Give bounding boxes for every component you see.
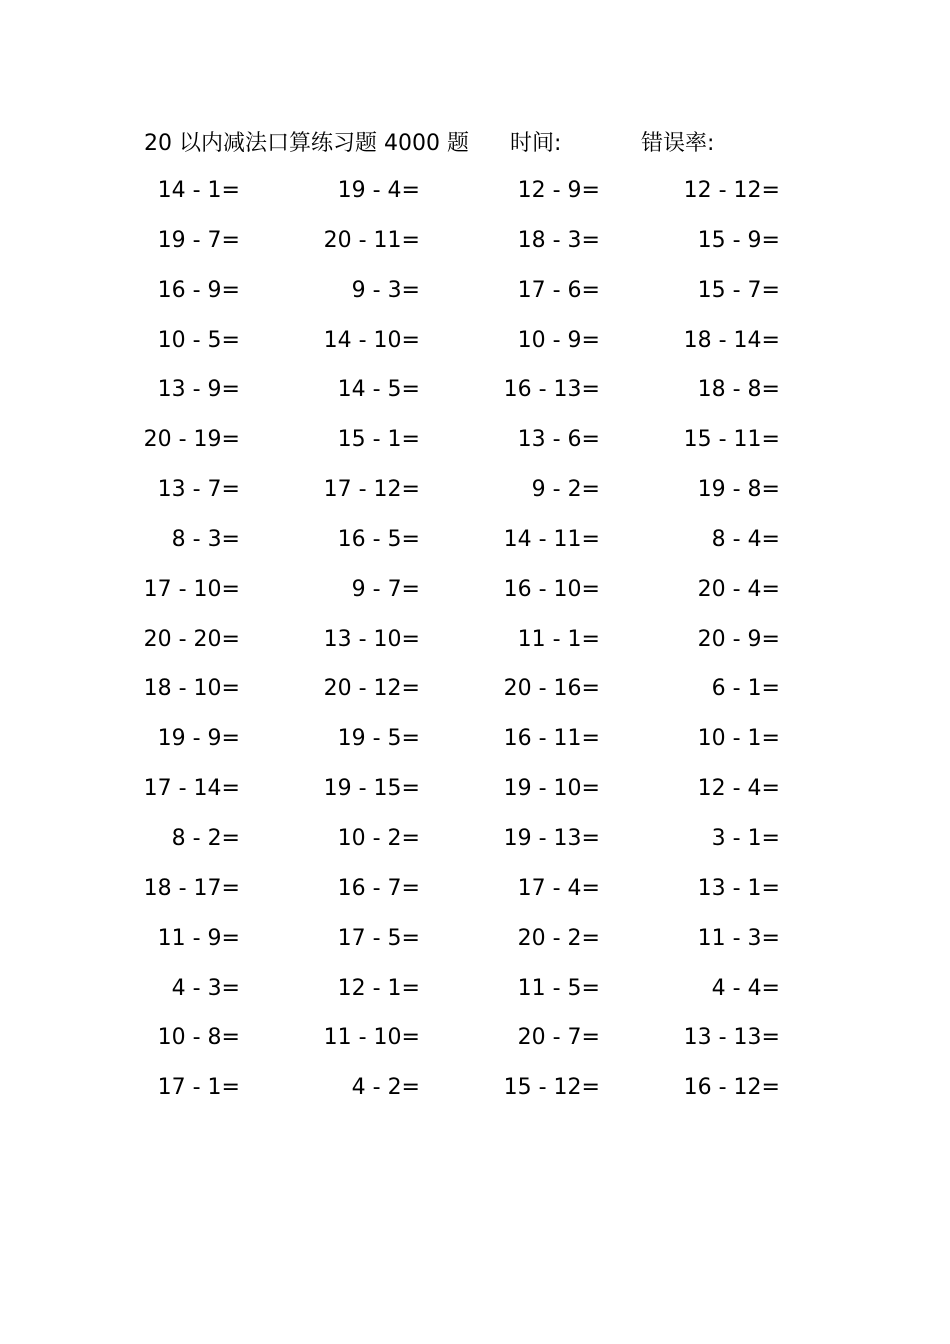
subtraction-problem: 13 - 13= — [683, 1025, 780, 1051]
problem-row — [0, 1021, 950, 1071]
subtraction-problem: 20 - 7= — [517, 1025, 600, 1051]
subtraction-problem: 17 - 4= — [517, 875, 600, 901]
subtraction-problem: 11 - 9= — [157, 925, 240, 951]
subtraction-problem: 20 - 16= — [503, 676, 600, 702]
subtraction-problem: 15 - 12= — [503, 1075, 600, 1101]
subtraction-problem: 17 - 12= — [323, 477, 420, 503]
subtraction-problem: 4 - 3= — [171, 975, 240, 1001]
subtraction-problem: 19 - 8= — [697, 477, 780, 503]
subtraction-problem: 13 - 10= — [323, 626, 420, 652]
subtraction-problem: 20 - 2= — [517, 925, 600, 951]
subtraction-problem: 20 - 4= — [697, 576, 780, 602]
subtraction-problem: 17 - 1= — [157, 1075, 240, 1101]
subtraction-problem: 13 - 7= — [157, 477, 240, 503]
subtraction-problem: 17 - 14= — [143, 776, 240, 802]
subtraction-problem: 12 - 12= — [683, 178, 780, 203]
subtraction-problem: 11 - 1= — [517, 626, 600, 652]
subtraction-problem: 11 - 3= — [697, 925, 780, 951]
subtraction-problem: 16 - 10= — [503, 576, 600, 602]
problem-row — [0, 922, 950, 972]
subtraction-problem: 10 - 5= — [157, 327, 240, 353]
subtraction-problem: 13 - 9= — [157, 377, 240, 403]
subtraction-problem: 16 - 13= — [503, 377, 600, 403]
problem-row — [0, 623, 950, 673]
subtraction-problem: 14 - 10= — [323, 327, 420, 353]
subtraction-problem: 14 - 1= — [157, 178, 240, 203]
subtraction-problem: 4 - 4= — [711, 975, 780, 1001]
problem-row — [0, 872, 950, 922]
problem-row — [0, 1071, 950, 1121]
problem-row — [0, 423, 950, 473]
error-rate-label: 错误率: — [641, 131, 715, 156]
subtraction-problem: 18 - 14= — [683, 327, 780, 353]
subtraction-problem: 16 - 7= — [337, 875, 420, 901]
problem-row — [0, 274, 950, 324]
subtraction-problem: 8 - 4= — [711, 526, 780, 552]
subtraction-problem: 16 - 9= — [157, 277, 240, 303]
subtraction-problem: 10 - 1= — [697, 726, 780, 752]
problem-row — [0, 822, 950, 872]
problem-row — [0, 373, 950, 423]
subtraction-problem: 18 - 8= — [697, 377, 780, 403]
subtraction-problem: 15 - 9= — [697, 227, 780, 253]
problem-row — [0, 473, 950, 523]
subtraction-problem: 9 - 3= — [351, 277, 420, 303]
subtraction-problem: 16 - 11= — [503, 726, 600, 752]
problem-row — [0, 523, 950, 573]
problem-row — [0, 224, 950, 274]
subtraction-problem: 16 - 12= — [683, 1075, 780, 1101]
worksheet-title: 20 以内减法口算练习题 4000 题 — [144, 131, 469, 156]
subtraction-problem: 10 - 8= — [157, 1025, 240, 1051]
subtraction-problem: 12 - 4= — [697, 776, 780, 802]
subtraction-problem: 18 - 3= — [517, 227, 600, 253]
subtraction-problem: 12 - 9= — [517, 178, 600, 203]
subtraction-problem: 11 - 10= — [323, 1025, 420, 1051]
subtraction-problem: 20 - 20= — [143, 626, 240, 652]
subtraction-problem: 19 - 4= — [337, 178, 420, 203]
subtraction-problem: 18 - 17= — [143, 875, 240, 901]
subtraction-problem: 20 - 9= — [697, 626, 780, 652]
subtraction-problem: 19 - 13= — [503, 825, 600, 851]
subtraction-problem: 8 - 3= — [171, 526, 240, 552]
problem-row — [0, 672, 950, 722]
subtraction-problem: 20 - 11= — [323, 227, 420, 253]
subtraction-problem: 14 - 5= — [337, 377, 420, 403]
subtraction-problem: 19 - 7= — [157, 227, 240, 253]
subtraction-problem: 17 - 6= — [517, 277, 600, 303]
subtraction-problem: 12 - 1= — [337, 975, 420, 1001]
subtraction-problem: 10 - 2= — [337, 825, 420, 851]
subtraction-problem: 17 - 10= — [143, 576, 240, 602]
subtraction-problem: 9 - 2= — [531, 477, 600, 503]
subtraction-problem: 18 - 10= — [143, 676, 240, 702]
problem-grid — [0, 174, 950, 1121]
subtraction-problem: 19 - 10= — [503, 776, 600, 802]
subtraction-problem: 10 - 9= — [517, 327, 600, 353]
subtraction-problem: 11 - 5= — [517, 975, 600, 1001]
subtraction-problem: 19 - 15= — [323, 776, 420, 802]
subtraction-problem: 9 - 7= — [351, 576, 420, 602]
problem-row — [0, 174, 950, 224]
problem-row — [0, 772, 950, 822]
subtraction-problem: 13 - 6= — [517, 427, 600, 453]
subtraction-problem: 17 - 5= — [337, 925, 420, 951]
problem-row — [0, 573, 950, 623]
subtraction-problem: 16 - 5= — [337, 526, 420, 552]
subtraction-problem: 6 - 1= — [711, 676, 780, 702]
subtraction-problem: 20 - 12= — [323, 676, 420, 702]
subtraction-problem: 8 - 2= — [171, 825, 240, 851]
subtraction-problem: 4 - 2= — [351, 1075, 420, 1101]
subtraction-problem: 19 - 9= — [157, 726, 240, 752]
subtraction-problem: 13 - 1= — [697, 875, 780, 901]
subtraction-problem: 15 - 11= — [683, 427, 780, 453]
subtraction-problem: 15 - 7= — [697, 277, 780, 303]
problem-row — [0, 972, 950, 1022]
time-label: 时间: — [510, 131, 562, 156]
subtraction-problem: 15 - 1= — [337, 427, 420, 453]
subtraction-problem: 3 - 1= — [711, 825, 780, 851]
problem-row — [0, 324, 950, 374]
problem-row — [0, 722, 950, 772]
subtraction-problem: 19 - 5= — [337, 726, 420, 752]
subtraction-problem: 14 - 11= — [503, 526, 600, 552]
subtraction-problem: 20 - 19= — [143, 427, 240, 453]
